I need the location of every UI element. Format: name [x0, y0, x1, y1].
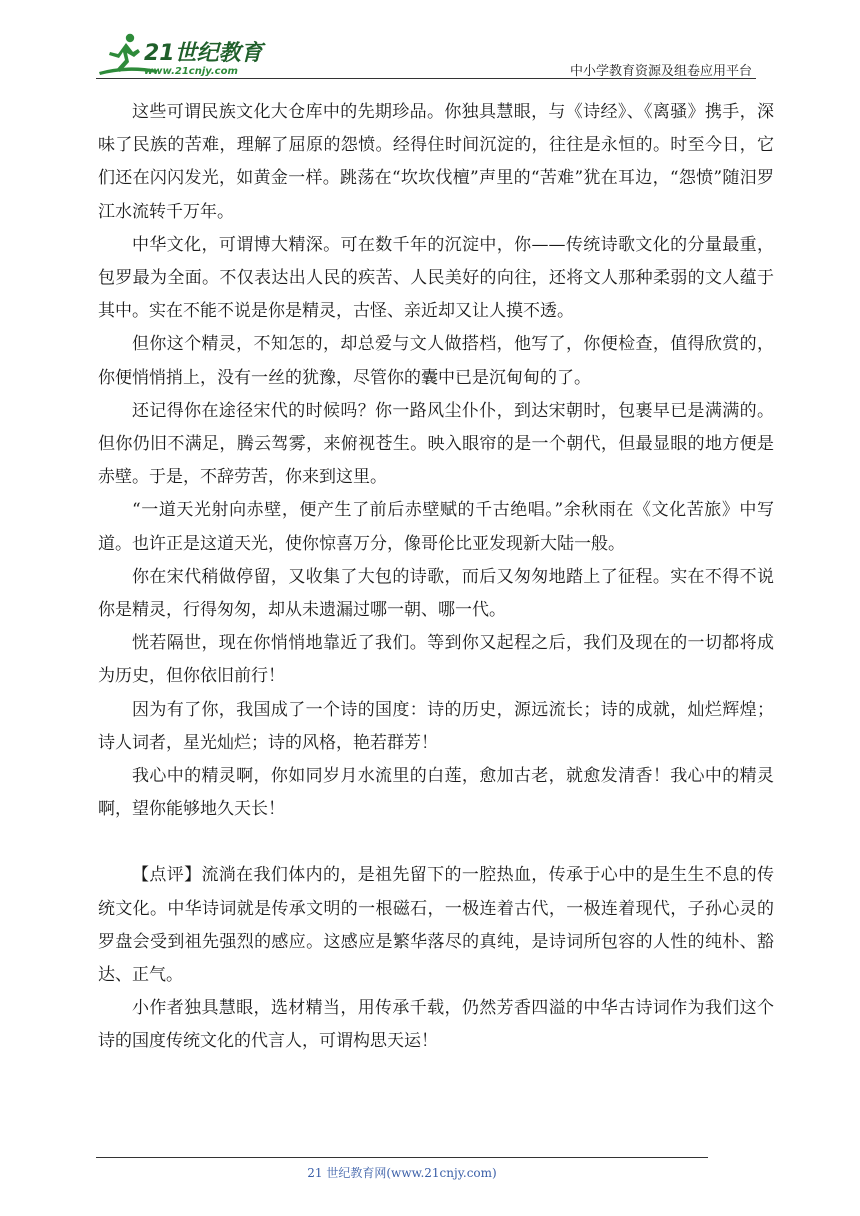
essay-paragraph: 你在宋代稍做停留，又收集了大包的诗歌，而后又匆匆地踏上了征程。实在不得不说你是精灵，行得匆匆，却从未遗漏过哪一朝、哪一代。: [98, 566, 774, 621]
logo-text: 21世纪教育: [144, 41, 263, 66]
essay-paragraph: 还记得你在途径宋代的时候吗？你一路风尘仆仆，到达宋朝时，包裹早已是满满的。但你仍旧不满足，腾云驾雾，来俯视苍生。映入眼帘的是一个朝代，但最显眼的地方便是赤壁。于是，不辞劳苦，你来到这里。: [98, 400, 774, 488]
essay-paragraph: 我心中的精灵啊，你如同岁月水流里的白莲，愈加古老，就愈发清香！我心中的精灵啊，望你能够地久天长！: [98, 766, 774, 820]
essay-paragraph: 因为有了你，我国成了一个诗的国度：诗的历史，源远流长；诗的成就，灿烂辉煌；诗人词者，星光灿烂；诗的风格，艳若群芳！: [98, 699, 774, 753]
essay-paragraph: 中华文化，可谓博大精深。可在数千年的沉淀中，你——传统诗歌文化的分量最重，包罗最为全面。不仅表达出人民的疾苦、人民美好的向往，还将文人那种柔弱的文人蕴于其中。实在不能不说是你是精灵，古怪、亲近却又让人摸不透。: [98, 234, 774, 322]
essay-paragraph: 这些可谓民族文化大仓库中的先期珍品。你独具慧眼，与《诗经》、《离骚》携手，深味了民族的苦难，理解了屈原的怨愤。经得住时间沉淀的，往往是永恒的。时至今日，它们还在闪闪发光，如黄金一样。跳荡在“坎坎伐檀”声里的“苦难”犹在耳边，“怨愤”随汨罗江水流转千万年。: [98, 102, 774, 222]
header-divider: [96, 78, 756, 79]
section-gap: [98, 826, 774, 859]
platform-name: 中小学教育资源及组卷应用平台: [569, 64, 752, 79]
review-paragraph: 【点评】流淌在我们体内的，是祖先留下的一腔热血，传承于心中的是生生不息的传统文化。中华诗词就是传承文明的一根磁石，一极连着古代，一极连着现代，子孙心灵的罗盘会受到祖先强烈的感应。这感应是繁华落尽的真纯，是诗词所包容的人性的纯朴、豁达、正气。: [98, 865, 774, 986]
essay-paragraph: “一道天光射向赤壁，便产生了前后赤壁赋的千古绝唱。”余秋雨在《文化苦旅》中写道。也许正是这道天光，使你惊喜万分，像哥伦比亚发现新大陆一般。: [98, 500, 774, 554]
footer-divider: [96, 1157, 708, 1158]
page-header: [96, 30, 756, 80]
article-body: [98, 96, 774, 1059]
footer-text: 21 世纪教育网(www.21cnjy.com): [307, 1166, 497, 1180]
site-logo: [96, 30, 266, 78]
review-paragraph: 小作者独具慧眼，选材精当，用传承千载，仍然芳香四溢的中华古诗词作为我们这个诗的国度传统文化的代言人，可谓构思天运！: [98, 998, 774, 1052]
essay-paragraph: 但你这个精灵，不知怎的，却总爱与文人做搭档，他写了，你便检查，值得欣赏的，你便悄悄捎上，没有一丝的犹豫，尽管你的囊中已是沉甸甸的了。: [98, 334, 774, 388]
essay-paragraph: 恍若隔世，现在你悄悄地靠近了我们。等到你又起程之后，我们及现在的一切都将成为历史，但你依旧前行！: [98, 633, 774, 687]
logo-url: www.21cnjy.com: [144, 66, 238, 77]
